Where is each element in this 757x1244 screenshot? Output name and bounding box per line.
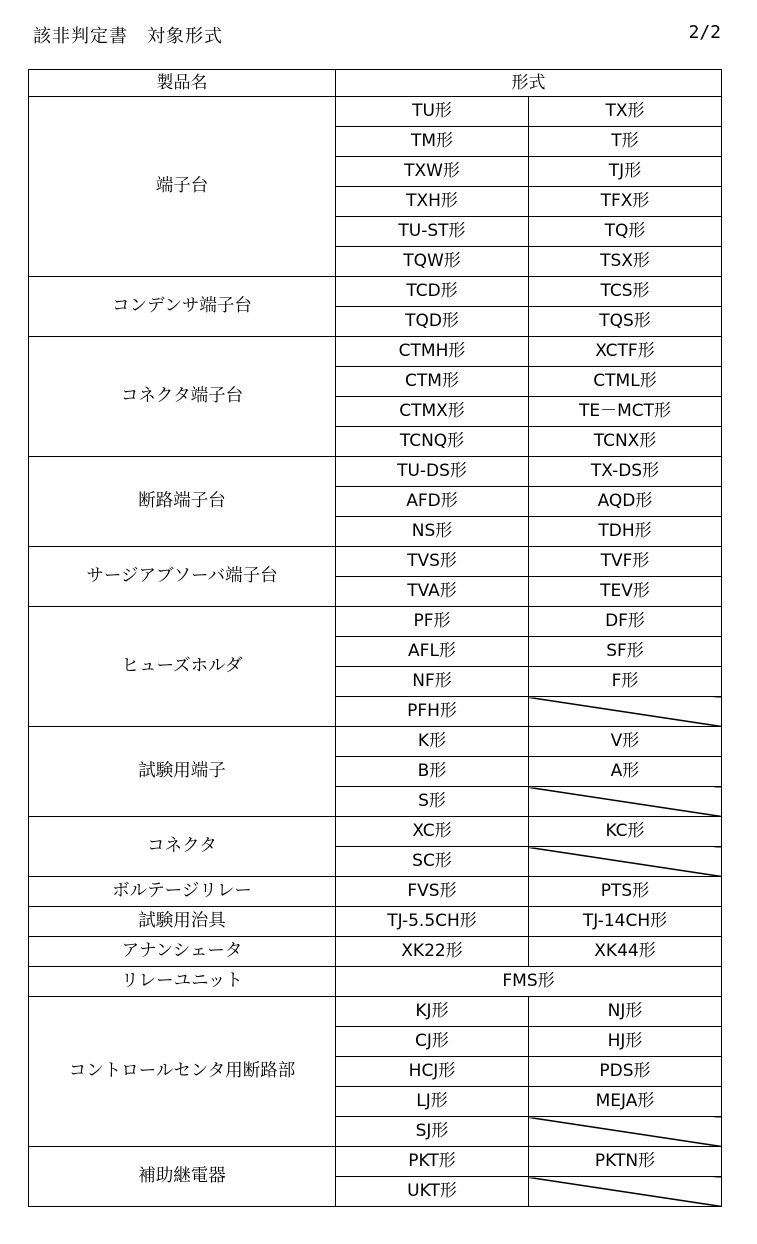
model-cell: TQS形 (529, 307, 722, 337)
table-row (29, 337, 722, 367)
table-row (29, 937, 722, 967)
model-cell: KJ形 (336, 997, 529, 1027)
product-name-cell: 端子台 (29, 97, 336, 277)
table-header-row (29, 70, 722, 97)
model-cell: PKTN形 (529, 1147, 722, 1177)
model-cell: HCJ形 (336, 1057, 529, 1087)
column-header-product: 製品名 (29, 70, 336, 97)
model-cell: TX-DS形 (529, 457, 722, 487)
empty-slash-cell (529, 1177, 722, 1207)
model-cell: XC形 (336, 817, 529, 847)
model-cell: CJ形 (336, 1027, 529, 1057)
product-name-cell: リレーユニット (29, 967, 336, 997)
model-cell: LJ形 (336, 1087, 529, 1117)
model-cell: PTS形 (529, 877, 722, 907)
model-cell: NJ形 (529, 997, 722, 1027)
model-cell: TJ-14CH形 (529, 907, 722, 937)
model-cell: S形 (336, 787, 529, 817)
model-cell: K形 (336, 727, 529, 757)
product-name-cell: ヒューズホルダ (29, 607, 336, 727)
table-row (29, 1147, 722, 1177)
model-cell: TU-ST形 (336, 217, 529, 247)
model-cell: PFH形 (336, 697, 529, 727)
model-cell: CTMX形 (336, 397, 529, 427)
model-cell: CTML形 (529, 367, 722, 397)
model-cell: TVS形 (336, 547, 529, 577)
model-cell: SJ形 (336, 1117, 529, 1147)
table-row (29, 997, 722, 1027)
model-cell: MEJA形 (529, 1087, 722, 1117)
model-cell: CTM形 (336, 367, 529, 397)
table-row (29, 457, 722, 487)
model-cell: PKT形 (336, 1147, 529, 1177)
model-cell: TVA形 (336, 577, 529, 607)
product-name-cell: 補助継電器 (29, 1147, 336, 1207)
model-cell: V形 (529, 727, 722, 757)
model-cell: HJ形 (529, 1027, 722, 1057)
table-body (29, 97, 722, 1207)
table-row (29, 277, 722, 307)
table-row (29, 607, 722, 637)
empty-slash-cell (529, 697, 722, 727)
empty-slash-cell (529, 1117, 722, 1147)
model-cell: SC形 (336, 847, 529, 877)
model-cell: XCTF形 (529, 337, 722, 367)
model-cell: TCNQ形 (336, 427, 529, 457)
model-cell: XK44形 (529, 937, 722, 967)
model-cell: TVF形 (529, 547, 722, 577)
product-name-cell: 試験用治具 (29, 907, 336, 937)
product-name-cell: ボルテージリレー (29, 877, 336, 907)
model-cell: A形 (529, 757, 722, 787)
model-cell: NF形 (336, 667, 529, 697)
model-cell: TXW形 (336, 157, 529, 187)
product-name-cell: 試験用端子 (29, 727, 336, 817)
model-cell: AFD形 (336, 487, 529, 517)
model-cell: TEV形 (529, 577, 722, 607)
table-row (29, 967, 722, 997)
model-cell: TCS形 (529, 277, 722, 307)
page-number: 2/2 (688, 22, 721, 43)
model-cell: F形 (529, 667, 722, 697)
page-header (33, 22, 721, 46)
model-cell: CTMH形 (336, 337, 529, 367)
model-cell: TFX形 (529, 187, 722, 217)
table-row (29, 877, 722, 907)
column-header-model: 形式 (336, 70, 722, 97)
product-name-cell: コンデンサ端子台 (29, 277, 336, 337)
model-cell: AFL形 (336, 637, 529, 667)
model-cell: TM形 (336, 127, 529, 157)
table-row (29, 547, 722, 577)
model-cell: PDS形 (529, 1057, 722, 1087)
model-cell: UKT形 (336, 1177, 529, 1207)
table-row (29, 817, 722, 847)
model-cell: XK22形 (336, 937, 529, 967)
product-name-cell: コネクタ (29, 817, 336, 877)
model-cell: TDH形 (529, 517, 722, 547)
model-cell: PF形 (336, 607, 529, 637)
model-cell: B形 (336, 757, 529, 787)
model-cell: TQW形 (336, 247, 529, 277)
product-name-cell: コネクタ端子台 (29, 337, 336, 457)
model-cell: TX形 (529, 97, 722, 127)
model-cell: SF形 (529, 637, 722, 667)
model-cell: TXH形 (336, 187, 529, 217)
model-cell: TJ形 (529, 157, 722, 187)
model-cell: TU形 (336, 97, 529, 127)
product-name-cell: アナンシェータ (29, 937, 336, 967)
model-cell: TE－MCT形 (529, 397, 722, 427)
product-name-cell: 断路端子台 (29, 457, 336, 547)
product-name-cell: コントロールセンタ用断路部 (29, 997, 336, 1147)
model-cell: TCNX形 (529, 427, 722, 457)
model-cell: KC形 (529, 817, 722, 847)
model-cell: AQD形 (529, 487, 722, 517)
document-title: 該非判定書 対象形式 (33, 26, 223, 47)
table-row (29, 727, 722, 757)
empty-slash-cell (529, 847, 722, 877)
product-name-cell: サージアブソーバ端子台 (29, 547, 336, 607)
model-table (28, 69, 722, 1207)
model-cell: FMS形 (336, 967, 722, 997)
model-cell: T形 (529, 127, 722, 157)
model-cell: FVS形 (336, 877, 529, 907)
model-cell: TCD形 (336, 277, 529, 307)
model-cell: TU-DS形 (336, 457, 529, 487)
model-cell: TQD形 (336, 307, 529, 337)
model-cell: TQ形 (529, 217, 722, 247)
empty-slash-cell (529, 787, 722, 817)
model-cell: TSX形 (529, 247, 722, 277)
table-row (29, 97, 722, 127)
model-cell: TJ-5.5CH形 (336, 907, 529, 937)
table-row (29, 907, 722, 937)
model-cell: NS形 (336, 517, 529, 547)
model-cell: DF形 (529, 607, 722, 637)
